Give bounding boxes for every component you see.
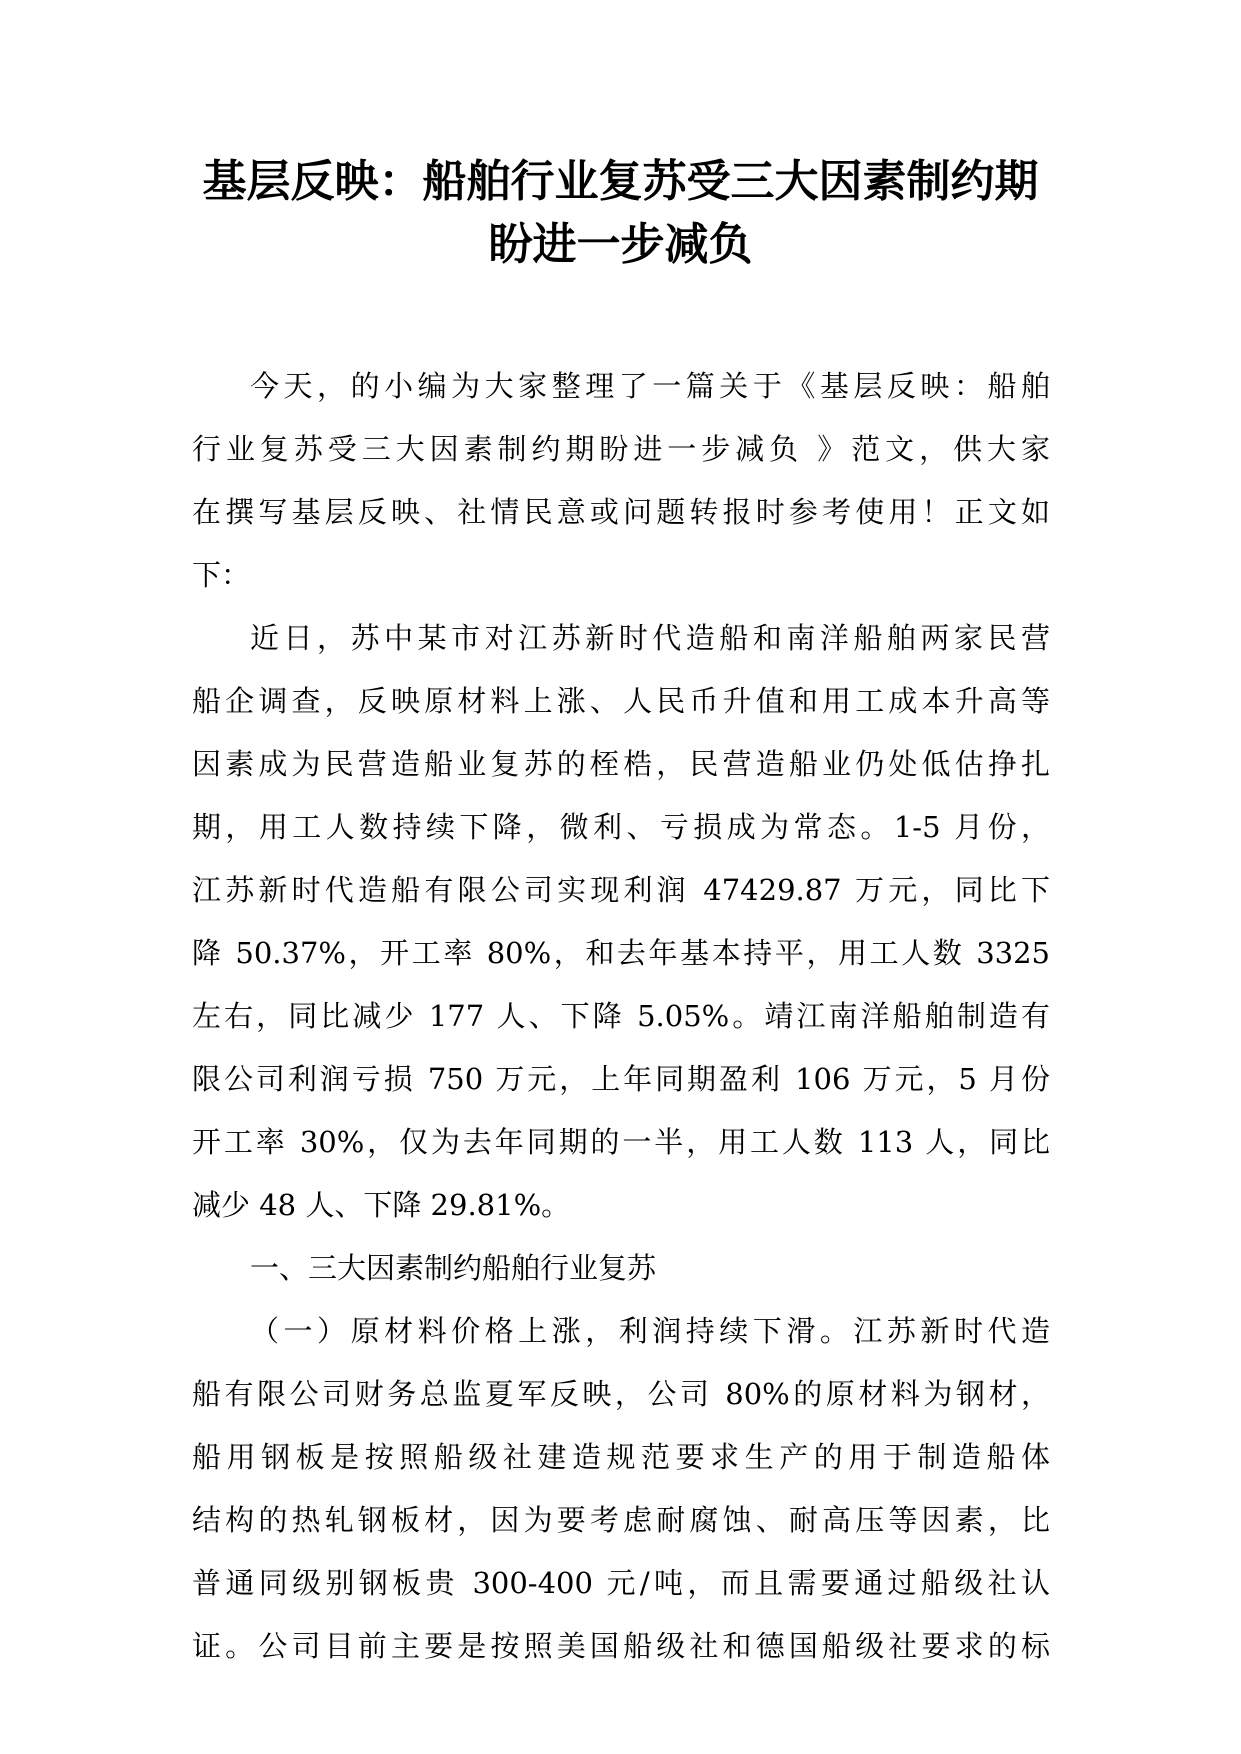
- section-heading: [192, 1237, 1050, 1300]
- text-line: 因素成为民营造船业复苏的桎梏，民营造船业仍处低估挣扎: [192, 747, 1050, 781]
- document-title: [150, 150, 1091, 276]
- text-line: 开工率 30%，仅为去年同期的一半，用工人数 113 人，同比: [192, 1125, 1050, 1159]
- text-line: 左右，同比减少 177 人、下降 5.05%。靖江南洋船舶制造有: [192, 999, 1050, 1033]
- paragraph-intro: [192, 355, 1050, 607]
- text-line: 船用钢板是按照船级社建造规范要求生产的用于制造船体: [192, 1440, 1050, 1474]
- text-line: 减少 48 人、下降 29.81%。: [192, 1188, 571, 1222]
- text-line: 期，用工人数持续下降，微利、亏损成为常态。1-5 月份，: [192, 810, 1050, 844]
- document-body: [192, 355, 1050, 1678]
- text-line: 降 50.37%，开工率 80%，和去年基本持平，用工人数 3325: [192, 936, 1050, 970]
- text-line: （一）原材料价格上涨，利润持续下滑。江苏新时代造: [250, 1314, 1050, 1348]
- paragraph-subsection-one: [192, 1300, 1050, 1678]
- text-line: 船有限公司财务总监夏军反映，公司 80%的原材料为钢材，: [192, 1377, 1050, 1411]
- paragraph-survey: [192, 607, 1050, 1237]
- text-line: 限公司利润亏损 750 万元，上年同期盈利 106 万元，5 月份: [192, 1062, 1050, 1096]
- text-line: 下：: [192, 558, 251, 592]
- text-line: 普通同级别钢板贵 300-400 元/吨，而且需要通过船级社认: [192, 1566, 1050, 1600]
- text-line: 在撰写基层反映、社情民意或问题转报时参考使用！正文如: [192, 495, 1050, 529]
- text-line: 江苏新时代造船有限公司实现利润 47429.87 万元，同比下: [192, 873, 1050, 907]
- title-line: 基层反映：船舶行业复苏受三大因素制约期: [202, 156, 1039, 207]
- text-line: 今天，的小编为大家整理了一篇关于《基层反映：船舶: [250, 369, 1050, 403]
- text-line: 船企调查，反映原材料上涨、人民币升值和用工成本升高等: [192, 684, 1050, 718]
- text-line: 行业复苏受三大因素制约期盼进一步减负 》范文，供大家: [192, 432, 1050, 466]
- title-line: 盼进一步减负: [488, 219, 753, 270]
- text-line: 近日，苏中某市对江苏新时代造船和南洋船舶两家民营: [250, 621, 1050, 655]
- section-heading-text: 一、三大因素制约船舶行业复苏: [250, 1251, 657, 1285]
- text-line: 结构的热轧钢板材，因为要考虑耐腐蚀、耐高压等因素，比: [192, 1503, 1050, 1537]
- text-line: 证。公司目前主要是按照美国船级社和德国船级社要求的标: [192, 1629, 1050, 1663]
